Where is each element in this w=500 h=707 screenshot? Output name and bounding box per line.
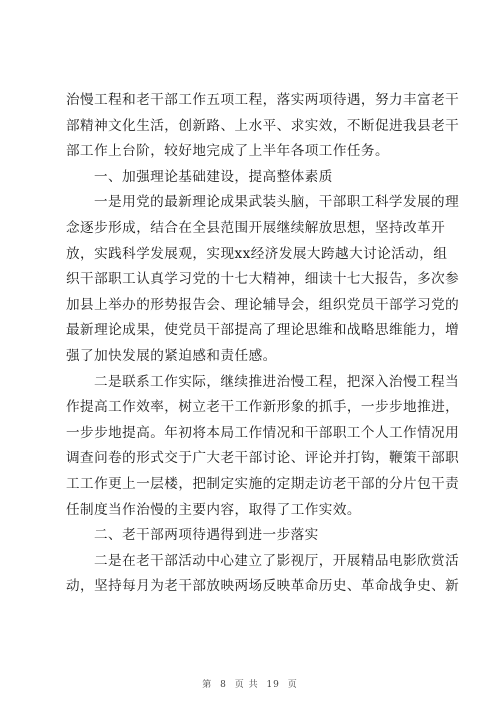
text-line: 工工作更上一层楼，把制定实施的定期走访老干部的分片包干责: [66, 475, 460, 492]
text-line: 强了加快发展的紧迫感和责任感。: [66, 347, 277, 364]
text-line: 动，坚持每月为老干部放映两场反映革命历史、革命战争史、新: [66, 578, 460, 595]
text-line: 部精神文化生活，创新路、上水平、求实效，不断促进我县老干: [66, 117, 460, 134]
document-body: [66, 88, 460, 600]
footer-label-of: 页 共: [234, 680, 259, 690]
text-line: 一步步地提高。年初将本局工作情况和干部职工个人工作情况用: [66, 424, 460, 441]
text-line: 治慢工程和老干部工作五项工程，落实两项待遇，努力丰富老干: [66, 92, 460, 108]
text-line: 一是用党的最新理论成果武装头脑，干部职工科学发展的理: [94, 194, 460, 211]
text-line: 织干部职工认真学习党的十七大精神，细读十七大报告，多次参: [66, 271, 460, 288]
section-heading: 一、加强理论基础建设，提高整体素质: [94, 168, 333, 185]
page-footer: [0, 677, 500, 690]
text-line: 二是在老干部活动中心建立了影视厅，开展精品电影欣赏活: [94, 552, 460, 569]
footer-label-page: 第: [202, 680, 213, 690]
text-line: 放，实践科学发展观，实现xx经济发展大跨越大讨论活动，组: [66, 245, 448, 262]
text-line: 部工作上台阶，较好地完成了上半年各项工作任务。: [66, 143, 390, 160]
text-line: 调查问卷的形式交于广大老干部讨论、评论并打钩，鞭策干部职: [66, 450, 460, 467]
text-line: 二是联系工作实际，继续推进治慢工程，把深入治慢工程当: [94, 373, 460, 390]
text-line: 加县上举办的形势报告会、理论辅导会，组织党员干部学习党的: [66, 296, 460, 313]
text-line: 最新理论成果，使党员干部提高了理论思维和战略思维能力，增: [66, 322, 460, 339]
footer-label-pages: 页: [287, 680, 298, 690]
section-heading: 二、老干部两项待遇得到进一步落实: [94, 527, 319, 544]
text-line: 作提高工作效率，树立老干工作新形象的抓手，一步步地推进，: [66, 399, 460, 416]
current-page-number: 8: [220, 680, 227, 690]
total-page-count: 19: [266, 680, 280, 690]
text-line: 任制度当作治慢的主要内容，取得了工作实效。: [66, 501, 361, 518]
text-line: 念逐步形成，结合在全县范围开展继续解放思想，坚持改革开: [66, 219, 446, 236]
